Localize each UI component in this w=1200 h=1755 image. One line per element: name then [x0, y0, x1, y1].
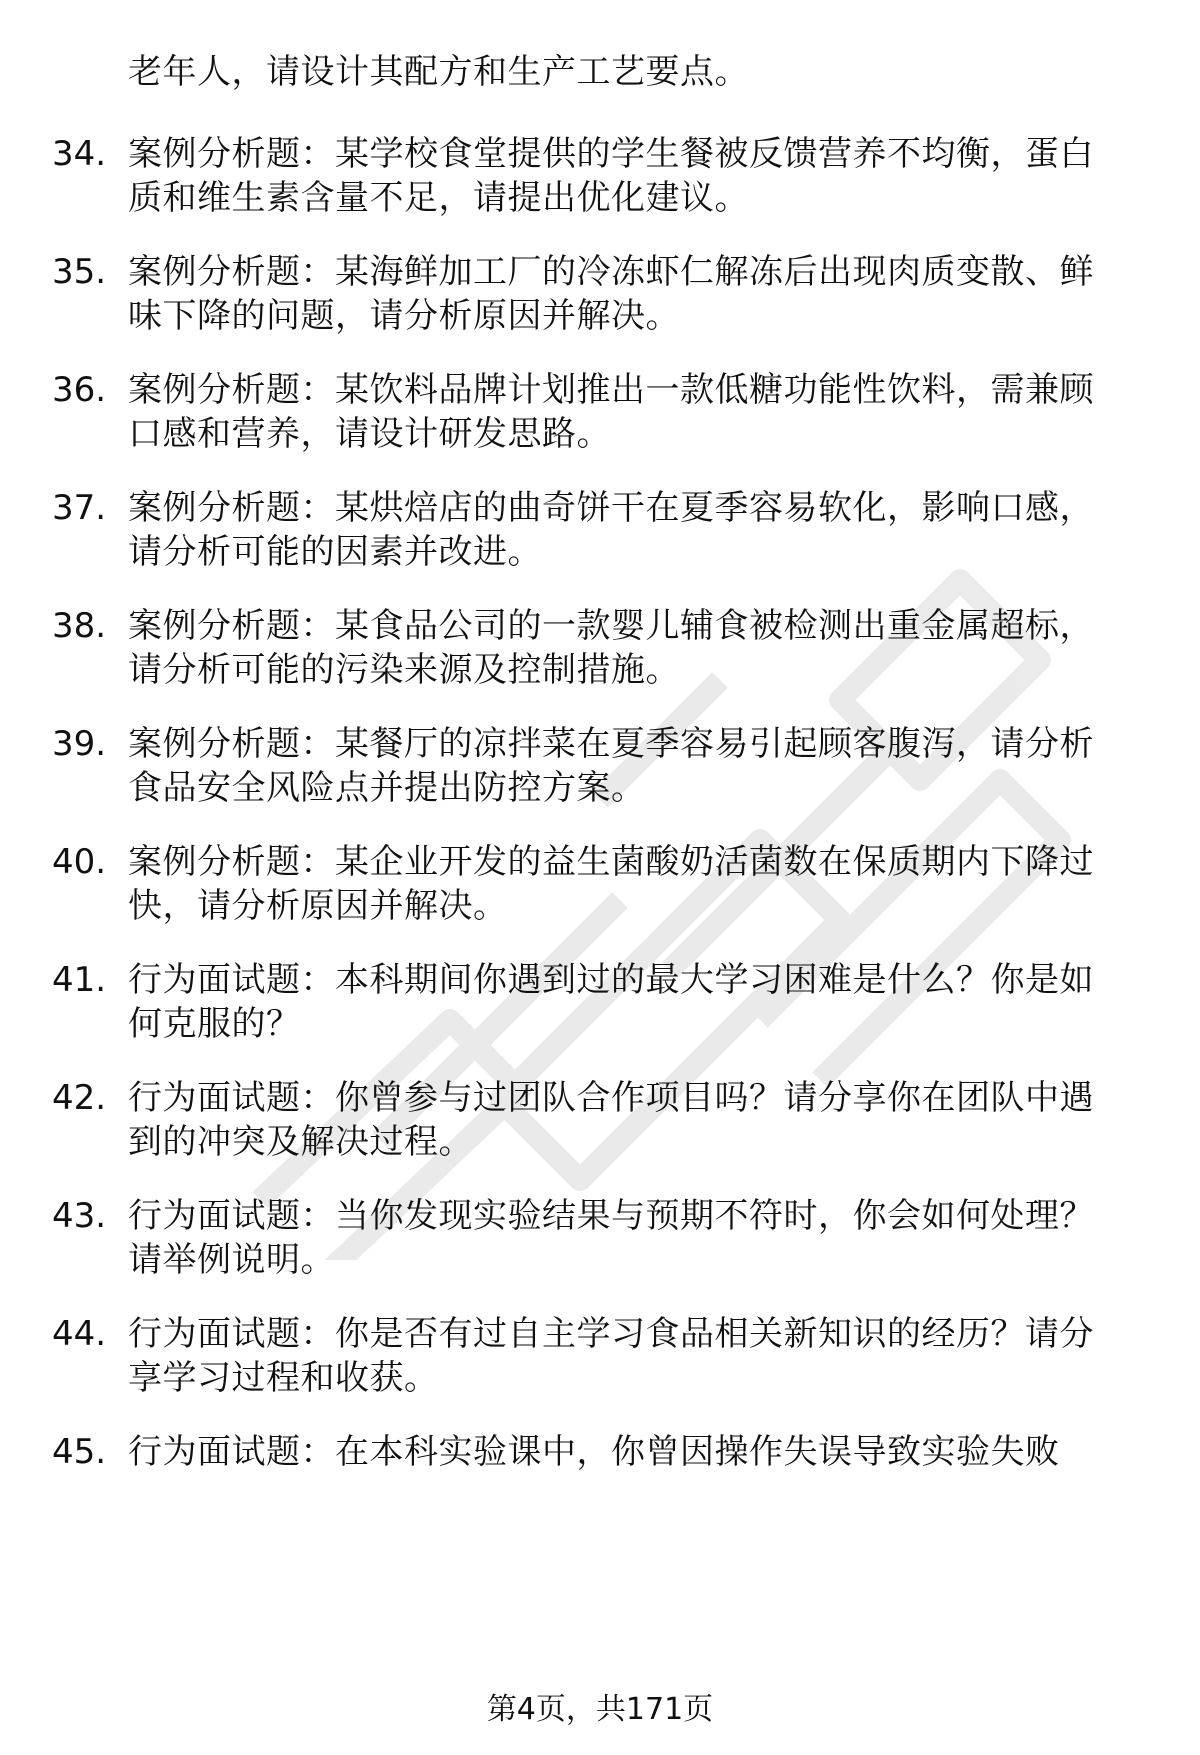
question-text-line: 案例分析题：某食品公司的一款婴儿辅食被检测出重金属超标，	[128, 606, 1094, 646]
question-text-line: 行为面试题：你曾参与过团队合作项目吗？请分享你在团队中遇	[128, 1078, 1094, 1118]
question-text-line: 请分析可能的因素并改进。	[128, 532, 542, 572]
question-text-line: 案例分析题：某学校食堂提供的学生餐被反馈营养不均衡，蛋白	[128, 134, 1094, 174]
question-text-line: 质和维生素含量不足，请提出优化建议。	[128, 178, 749, 218]
question-number: 45.	[52, 1432, 107, 1472]
page-footer: 第4页，共171页	[486, 1692, 714, 1727]
question-text-line: 何克服的？	[128, 1004, 301, 1044]
question-text-line: 案例分析题：某烘焙店的曲奇饼干在夏季容易软化，影响口感，	[128, 488, 1094, 528]
question-text-line: 食品安全风险点并提出防控方案。	[128, 768, 646, 808]
question-text-line: 行为面试题：当你发现实验结果与预期不符时，你会如何处理？	[128, 1196, 1094, 1236]
question-text-line: 请举例说明。	[128, 1240, 335, 1280]
continuation-line: 老年人，请设计其配方和生产工艺要点。	[128, 52, 749, 92]
question-text-line: 案例分析题：某海鲜加工厂的冷冻虾仁解冻后出现肉质变散、鲜	[128, 252, 1094, 292]
question-text-line: 口感和营养，请设计研发思路。	[128, 414, 611, 454]
question-text-line: 行为面试题：你是否有过自主学习食品相关新知识的经历？请分	[128, 1314, 1094, 1354]
question-text-line: 享学习过程和收获。	[128, 1358, 439, 1398]
question-number: 44.	[52, 1314, 107, 1354]
question-text-line: 案例分析题：某企业开发的益生菌酸奶活菌数在保质期内下降过	[128, 842, 1094, 882]
question-number: 36.	[52, 370, 107, 410]
question-number: 43.	[52, 1196, 107, 1236]
question-text-line: 案例分析题：某餐厅的凉拌菜在夏季容易引起顾客腹泻，请分析	[128, 724, 1094, 764]
question-number: 39.	[52, 724, 107, 764]
question-number: 34.	[52, 134, 107, 174]
question-number: 38.	[52, 606, 107, 646]
question-number: 37.	[52, 488, 107, 528]
question-text-line: 到的冲突及解决过程。	[128, 1122, 473, 1162]
question-text-line: 行为面试题：在本科实验课中，你曾因操作失误导致实验失败	[128, 1432, 1060, 1472]
question-text-line: 案例分析题：某饮料品牌计划推出一款低糖功能性饮料，需兼顾	[128, 370, 1094, 410]
question-number: 40.	[52, 842, 107, 882]
question-number: 35.	[52, 252, 107, 292]
question-text-line: 快，请分析原因并解决。	[128, 886, 508, 926]
question-text-line: 行为面试题：本科期间你遇到过的最大学习困难是什么？你是如	[128, 960, 1094, 1000]
question-text-line: 请分析可能的污染来源及控制措施。	[128, 650, 680, 690]
question-number: 42.	[52, 1078, 107, 1118]
question-number: 41.	[52, 960, 107, 1000]
question-text-line: 味下降的问题，请分析原因并解决。	[128, 296, 680, 336]
